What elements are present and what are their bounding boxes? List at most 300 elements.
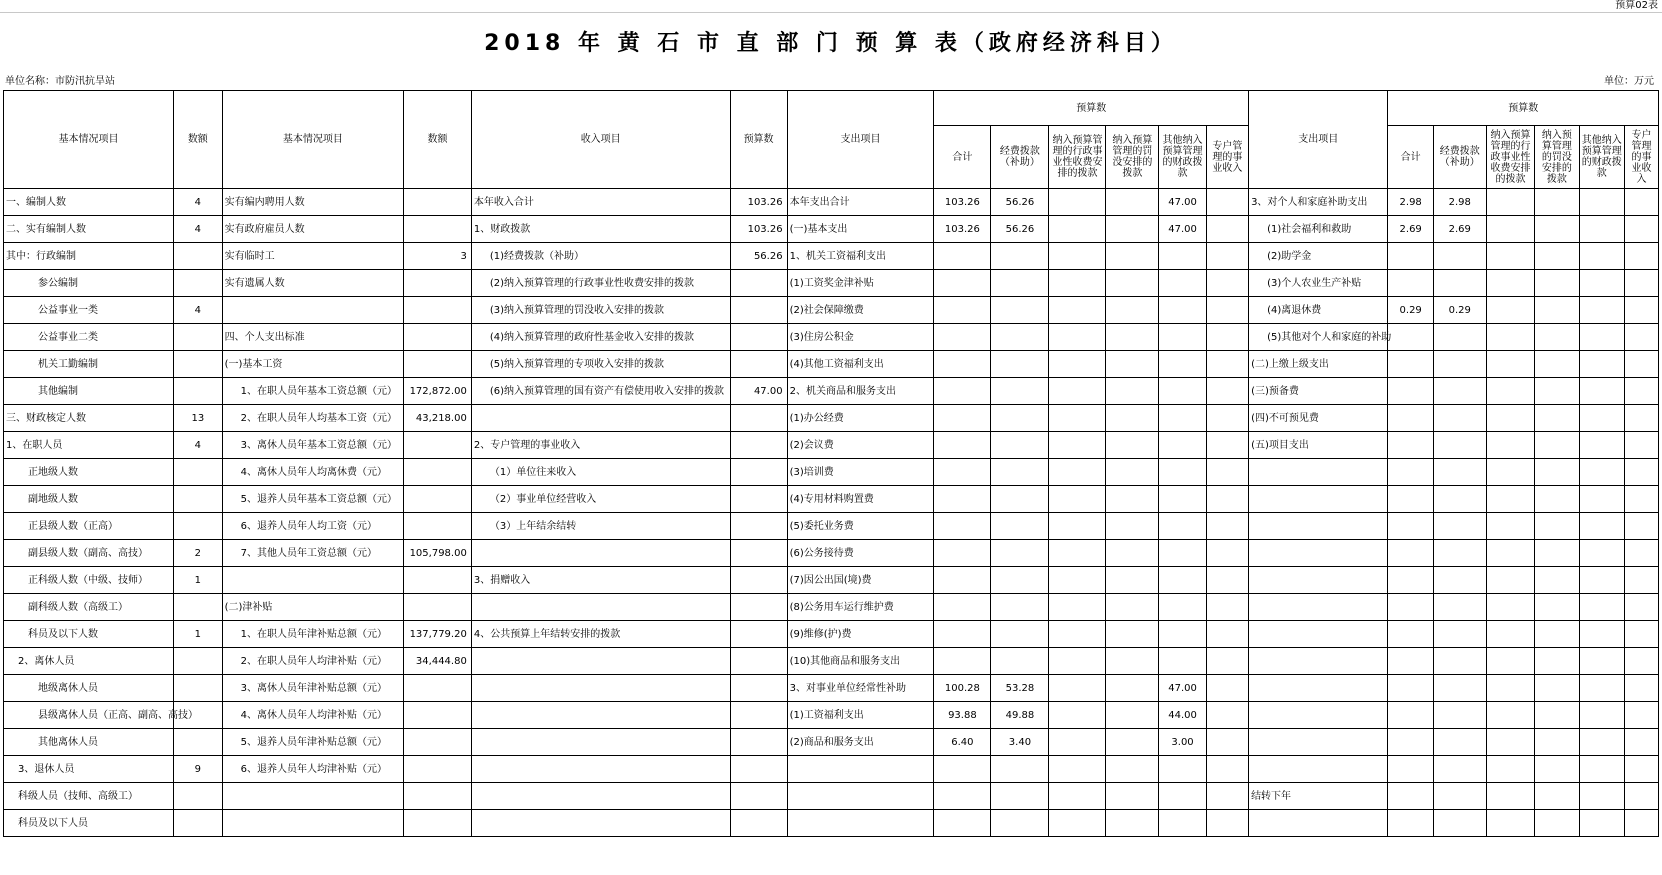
budget2-special-cell — [1625, 513, 1659, 540]
budget2-fine-cell — [1535, 405, 1579, 432]
budget2-other-cell — [1579, 216, 1624, 243]
budget1-total-cell — [934, 378, 991, 405]
count-1-cell — [174, 243, 223, 270]
expense-item-2-cell — [1249, 648, 1388, 675]
count-1-cell — [174, 378, 223, 405]
income-budget-cell — [730, 594, 787, 621]
budget2-special-cell — [1625, 621, 1659, 648]
budget2-other-cell — [1579, 243, 1624, 270]
table-row — [4, 756, 1659, 783]
count-2-cell — [404, 756, 472, 783]
budget2-appropriation-cell — [1433, 702, 1486, 729]
count-1-cell — [174, 351, 223, 378]
header-sub-appropriation-2: 经费拨款（补助） — [1433, 126, 1486, 189]
count-2-cell: 43,218.00 — [404, 405, 472, 432]
currency-unit-label: 单位：万元 — [1604, 76, 1654, 87]
budget1-special-cell — [1206, 324, 1248, 351]
basic-item-2-cell: 5、退养人员年基本工资总额（元） — [222, 486, 404, 513]
basic-item-1-cell: 副县级人数（副高、高技） — [4, 540, 174, 567]
budget1-special-cell — [1206, 243, 1248, 270]
budget2-total-cell — [1388, 567, 1433, 594]
budget1-admin-fee-cell — [1049, 513, 1106, 540]
budget2-other-cell — [1579, 459, 1624, 486]
budget2-fine-cell — [1535, 810, 1579, 837]
budget2-special-cell — [1625, 189, 1659, 216]
expense-item-2-cell: (四)不可预见费 — [1249, 405, 1388, 432]
count-2-cell — [404, 567, 472, 594]
budget1-admin-fee-cell — [1049, 297, 1106, 324]
income-item-cell: (3)纳入预算管理的罚没收入安排的拨款 — [471, 297, 730, 324]
budget1-admin-fee-cell — [1049, 540, 1106, 567]
income-budget-cell — [730, 783, 787, 810]
expense-item-2-cell: (4)离退休费 — [1249, 297, 1388, 324]
budget2-admin-fee-cell — [1486, 189, 1535, 216]
expense-item-1-cell: 1、机关工资福利支出 — [787, 243, 934, 270]
budget1-total-cell — [934, 459, 991, 486]
header-sub-special-1: 专户管理的事业收入 — [1206, 126, 1248, 189]
basic-item-2-cell: 1、在职人员年津补贴总额（元） — [222, 621, 404, 648]
table-row — [4, 432, 1659, 459]
budget1-admin-fee-cell — [1049, 405, 1106, 432]
count-1-cell — [174, 270, 223, 297]
count-1-cell: 4 — [174, 216, 223, 243]
expense-item-2-cell — [1249, 621, 1388, 648]
expense-item-1-cell: (4)其他工资福利支出 — [787, 351, 934, 378]
budget1-fine-cell — [1106, 675, 1159, 702]
budget2-total-cell: 0.29 — [1388, 297, 1433, 324]
expense-item-2-cell — [1249, 540, 1388, 567]
header-basic-item-2: 基本情况项目 — [222, 91, 404, 189]
table-row — [4, 729, 1659, 756]
basic-item-1-cell: 科员及以下人员 — [4, 810, 174, 837]
budget2-fine-cell — [1535, 729, 1579, 756]
budget1-total-cell — [934, 297, 991, 324]
count-2-cell — [404, 216, 472, 243]
basic-item-1-cell: 机关工勤编制 — [4, 351, 174, 378]
count-2-cell — [404, 324, 472, 351]
table-row — [4, 324, 1659, 351]
budget1-admin-fee-cell — [1049, 810, 1106, 837]
count-1-cell: 9 — [174, 756, 223, 783]
budget1-appropriation-cell — [991, 405, 1049, 432]
basic-item-1-cell: 科员及以下人数 — [4, 621, 174, 648]
budget2-admin-fee-cell — [1486, 378, 1535, 405]
table-row — [4, 540, 1659, 567]
income-budget-cell — [730, 621, 787, 648]
budget2-total-cell: 2.69 — [1388, 216, 1433, 243]
budget2-special-cell — [1625, 648, 1659, 675]
income-item-cell: (2)纳入预算管理的行政事业性收费安排的拨款 — [471, 270, 730, 297]
count-1-cell — [174, 486, 223, 513]
basic-item-2-cell: (二)津补贴 — [222, 594, 404, 621]
expense-item-1-cell: (1)工资奖金津补贴 — [787, 270, 934, 297]
budget1-appropriation-cell — [991, 378, 1049, 405]
budget2-admin-fee-cell — [1486, 810, 1535, 837]
budget2-admin-fee-cell — [1486, 567, 1535, 594]
budget2-admin-fee-cell — [1486, 297, 1535, 324]
budget1-appropriation-cell — [991, 621, 1049, 648]
budget2-fine-cell — [1535, 486, 1579, 513]
budget-table — [3, 90, 1659, 837]
budget2-other-cell — [1579, 378, 1624, 405]
basic-item-2-cell: 6、退养人员年人均工资（元） — [222, 513, 404, 540]
budget2-fine-cell — [1535, 783, 1579, 810]
income-item-cell — [471, 783, 730, 810]
header-sub-admin-fee-2: 纳入预算管理的行政事业性收费安排的拨款 — [1486, 126, 1535, 189]
budget1-special-cell — [1206, 810, 1248, 837]
income-budget-cell — [730, 756, 787, 783]
budget1-fine-cell — [1106, 729, 1159, 756]
budget2-fine-cell — [1535, 297, 1579, 324]
budget2-fine-cell — [1535, 351, 1579, 378]
budget1-appropriation-cell — [991, 594, 1049, 621]
budget1-special-cell — [1206, 351, 1248, 378]
budget2-other-cell — [1579, 189, 1624, 216]
header-income-item: 收入项目 — [471, 91, 730, 189]
budget2-total-cell — [1388, 324, 1433, 351]
budget2-fine-cell — [1535, 756, 1579, 783]
header-sub-appropriation-1: 经费拨款（补助） — [991, 126, 1049, 189]
budget2-total-cell — [1388, 756, 1433, 783]
income-item-cell — [471, 810, 730, 837]
expense-item-1-cell: (1)工资福利支出 — [787, 702, 934, 729]
budget2-admin-fee-cell — [1486, 486, 1535, 513]
basic-item-1-cell: 1、在职人员 — [4, 432, 174, 459]
expense-item-2-cell — [1249, 810, 1388, 837]
budget1-appropriation-cell: 49.88 — [991, 702, 1049, 729]
budget1-other-cell — [1159, 567, 1207, 594]
header-count-1: 数额 — [174, 91, 223, 189]
income-item-cell: 1、财政拨款 — [471, 216, 730, 243]
count-2-cell — [404, 783, 472, 810]
count-1-cell — [174, 324, 223, 351]
budget2-other-cell — [1579, 351, 1624, 378]
budget2-admin-fee-cell — [1486, 216, 1535, 243]
budget1-total-cell — [934, 540, 991, 567]
budget1-appropriation-cell — [991, 513, 1049, 540]
budget1-special-cell — [1206, 513, 1248, 540]
top-divider — [0, 12, 1662, 13]
budget1-admin-fee-cell — [1049, 459, 1106, 486]
expense-item-2-cell — [1249, 729, 1388, 756]
header-sub-other-2: 其他纳入预算管理的财政拨款 — [1579, 126, 1624, 189]
budget1-special-cell — [1206, 459, 1248, 486]
budget2-admin-fee-cell — [1486, 513, 1535, 540]
count-1-cell: 4 — [174, 432, 223, 459]
count-1-cell — [174, 594, 223, 621]
budget1-other-cell — [1159, 324, 1207, 351]
budget1-appropriation-cell — [991, 783, 1049, 810]
budget1-admin-fee-cell — [1049, 378, 1106, 405]
budget2-appropriation-cell — [1433, 513, 1486, 540]
budget2-total-cell — [1388, 648, 1433, 675]
budget1-appropriation-cell — [991, 351, 1049, 378]
income-item-cell: (4)纳入预算管理的政府性基金收入安排的拨款 — [471, 324, 730, 351]
expense-item-1-cell: (9)维修(护)费 — [787, 621, 934, 648]
budget1-other-cell — [1159, 432, 1207, 459]
budget1-special-cell — [1206, 378, 1248, 405]
unit-name-label: 单位名称：市防汛抗旱站 — [5, 76, 115, 87]
budget2-other-cell — [1579, 432, 1624, 459]
budget2-fine-cell — [1535, 270, 1579, 297]
budget1-total-cell — [934, 567, 991, 594]
income-budget-cell — [730, 405, 787, 432]
basic-item-1-cell: 县级离休人员（正高、副高、高技） — [4, 702, 174, 729]
budget1-other-cell — [1159, 621, 1207, 648]
budget2-special-cell — [1625, 756, 1659, 783]
budget1-total-cell — [934, 513, 991, 540]
budget1-appropriation-cell — [991, 297, 1049, 324]
budget1-fine-cell — [1106, 324, 1159, 351]
budget1-other-cell — [1159, 810, 1207, 837]
header-sub-other-1: 其他纳入预算管理的财政拨款 — [1159, 126, 1207, 189]
budget2-admin-fee-cell — [1486, 459, 1535, 486]
count-2-cell — [404, 513, 472, 540]
budget1-fine-cell — [1106, 189, 1159, 216]
basic-item-2-cell: 四、个人支出标准 — [222, 324, 404, 351]
count-1-cell — [174, 729, 223, 756]
budget1-admin-fee-cell — [1049, 216, 1106, 243]
budget1-other-cell — [1159, 351, 1207, 378]
table-row — [4, 378, 1659, 405]
budget1-other-cell: 3.00 — [1159, 729, 1207, 756]
budget2-admin-fee-cell — [1486, 432, 1535, 459]
budget1-other-cell — [1159, 783, 1207, 810]
table-row — [4, 486, 1659, 513]
budget1-total-cell — [934, 243, 991, 270]
budget2-total-cell — [1388, 405, 1433, 432]
budget2-admin-fee-cell — [1486, 756, 1535, 783]
expense-item-1-cell: 本年支出合计 — [787, 189, 934, 216]
budget1-fine-cell — [1106, 621, 1159, 648]
income-budget-cell — [730, 324, 787, 351]
budget1-appropriation-cell — [991, 243, 1049, 270]
budget2-other-cell — [1579, 702, 1624, 729]
expense-item-2-cell: 结转下年 — [1249, 783, 1388, 810]
budget2-fine-cell — [1535, 324, 1579, 351]
basic-item-2-cell — [222, 567, 404, 594]
budget2-appropriation-cell — [1433, 648, 1486, 675]
income-budget-cell — [730, 729, 787, 756]
budget2-appropriation-cell — [1433, 351, 1486, 378]
budget1-appropriation-cell — [991, 459, 1049, 486]
table-row — [4, 783, 1659, 810]
budget2-appropriation-cell — [1433, 270, 1486, 297]
budget2-admin-fee-cell — [1486, 351, 1535, 378]
basic-item-2-cell: 3、离休人员年基本工资总额（元） — [222, 432, 404, 459]
basic-item-2-cell: 实有遗属人数 — [222, 270, 404, 297]
budget1-fine-cell — [1106, 243, 1159, 270]
budget1-other-cell — [1159, 297, 1207, 324]
budget1-fine-cell — [1106, 432, 1159, 459]
income-budget-cell — [730, 297, 787, 324]
expense-item-1-cell: (2)会议费 — [787, 432, 934, 459]
budget2-admin-fee-cell — [1486, 405, 1535, 432]
basic-item-1-cell: 参公编制 — [4, 270, 174, 297]
budget2-special-cell — [1625, 270, 1659, 297]
budget1-admin-fee-cell — [1049, 243, 1106, 270]
budget2-appropriation-cell — [1433, 459, 1486, 486]
expense-item-1-cell: (2)商品和服务支出 — [787, 729, 934, 756]
budget2-other-cell — [1579, 675, 1624, 702]
expense-item-1-cell: (2)社会保障缴费 — [787, 297, 934, 324]
table-row — [4, 459, 1659, 486]
expense-item-1-cell: (1)办公经费 — [787, 405, 934, 432]
header-count-2: 数额 — [404, 91, 472, 189]
basic-item-2-cell — [222, 297, 404, 324]
header-expense-item-2: 支出项目 — [1249, 91, 1388, 189]
basic-item-1-cell: 公益事业二类 — [4, 324, 174, 351]
count-2-cell: 172,872.00 — [404, 378, 472, 405]
expense-item-2-cell: (1)社会福利和救助 — [1249, 216, 1388, 243]
count-1-cell: 13 — [174, 405, 223, 432]
budget2-appropriation-cell — [1433, 324, 1486, 351]
income-budget-cell — [730, 675, 787, 702]
budget2-appropriation-cell — [1433, 783, 1486, 810]
basic-item-1-cell: 正科级人数（中级、技师） — [4, 567, 174, 594]
budget2-fine-cell — [1535, 540, 1579, 567]
income-budget-cell — [730, 567, 787, 594]
income-budget-cell — [730, 648, 787, 675]
budget2-other-cell — [1579, 756, 1624, 783]
count-2-cell — [404, 297, 472, 324]
income-budget-cell — [730, 540, 787, 567]
count-2-cell: 105,798.00 — [404, 540, 472, 567]
count-2-cell: 137,779.20 — [404, 621, 472, 648]
budget2-other-cell — [1579, 648, 1624, 675]
expense-item-2-cell: (二)上缴上级支出 — [1249, 351, 1388, 378]
income-item-cell — [471, 702, 730, 729]
budget1-other-cell: 47.00 — [1159, 189, 1207, 216]
expense-item-1-cell: (4)专用材料购置费 — [787, 486, 934, 513]
count-1-cell — [174, 513, 223, 540]
income-item-cell: 2、专户管理的事业收入 — [471, 432, 730, 459]
table-row — [4, 810, 1659, 837]
budget1-special-cell — [1206, 621, 1248, 648]
budget2-other-cell — [1579, 540, 1624, 567]
count-2-cell — [404, 729, 472, 756]
table-row — [4, 567, 1659, 594]
income-budget-cell: 47.00 — [730, 378, 787, 405]
budget1-total-cell: 100.28 — [934, 675, 991, 702]
budget2-admin-fee-cell — [1486, 540, 1535, 567]
header-sub-total-1: 合计 — [934, 126, 991, 189]
budget2-fine-cell — [1535, 378, 1579, 405]
budget2-fine-cell — [1535, 189, 1579, 216]
income-budget-cell — [730, 810, 787, 837]
budget1-fine-cell — [1106, 594, 1159, 621]
budget1-admin-fee-cell — [1049, 702, 1106, 729]
basic-item-1-cell: 科级人员（技师、高级工） — [4, 783, 174, 810]
expense-item-2-cell — [1249, 513, 1388, 540]
count-2-cell — [404, 810, 472, 837]
income-item-cell: （1）单位往来收入 — [471, 459, 730, 486]
budget1-total-cell — [934, 432, 991, 459]
budget1-total-cell — [934, 270, 991, 297]
budget2-total-cell: 2.98 — [1388, 189, 1433, 216]
income-item-cell — [471, 540, 730, 567]
basic-item-1-cell: 一、编制人数 — [4, 189, 174, 216]
budget2-other-cell — [1579, 297, 1624, 324]
income-budget-cell: 103.26 — [730, 216, 787, 243]
budget1-appropriation-cell: 3.40 — [991, 729, 1049, 756]
budget2-total-cell — [1388, 486, 1433, 513]
count-1-cell — [174, 648, 223, 675]
income-budget-cell — [730, 351, 787, 378]
budget2-admin-fee-cell — [1486, 729, 1535, 756]
expense-item-2-cell: (5)其他对个人和家庭的补助 — [1249, 324, 1388, 351]
budget2-total-cell — [1388, 540, 1433, 567]
budget1-fine-cell — [1106, 756, 1159, 783]
budget1-special-cell — [1206, 540, 1248, 567]
budget2-special-cell — [1625, 405, 1659, 432]
budget2-admin-fee-cell — [1486, 783, 1535, 810]
budget2-fine-cell — [1535, 648, 1579, 675]
budget2-total-cell — [1388, 378, 1433, 405]
table-row — [4, 648, 1659, 675]
budget2-appropriation-cell — [1433, 540, 1486, 567]
budget1-total-cell — [934, 648, 991, 675]
budget1-fine-cell — [1106, 459, 1159, 486]
budget2-appropriation-cell — [1433, 243, 1486, 270]
budget1-fine-cell — [1106, 486, 1159, 513]
budget1-other-cell — [1159, 243, 1207, 270]
expense-item-1-cell: (一)基本支出 — [787, 216, 934, 243]
budget2-appropriation-cell — [1433, 486, 1486, 513]
expense-item-1-cell: (3)培训费 — [787, 459, 934, 486]
budget1-fine-cell — [1106, 405, 1159, 432]
basic-item-1-cell: 其他编制 — [4, 378, 174, 405]
budget1-admin-fee-cell — [1049, 648, 1106, 675]
count-2-cell: 3 — [404, 243, 472, 270]
budget1-fine-cell — [1106, 378, 1159, 405]
count-1-cell — [174, 459, 223, 486]
count-2-cell — [404, 351, 472, 378]
budget1-fine-cell — [1106, 567, 1159, 594]
budget2-fine-cell — [1535, 216, 1579, 243]
header-budget-group-1: 预算数 — [934, 91, 1249, 126]
expense-item-1-cell: 3、对事业单位经常性补助 — [787, 675, 934, 702]
budget1-total-cell — [934, 783, 991, 810]
count-2-cell — [404, 432, 472, 459]
budget2-special-cell — [1625, 540, 1659, 567]
budget2-admin-fee-cell — [1486, 243, 1535, 270]
budget1-fine-cell — [1106, 810, 1159, 837]
expense-item-1-cell: (8)公务用车运行维护费 — [787, 594, 934, 621]
budget1-other-cell — [1159, 378, 1207, 405]
budget2-special-cell — [1625, 459, 1659, 486]
count-2-cell: 34,444.80 — [404, 648, 472, 675]
budget2-total-cell — [1388, 270, 1433, 297]
count-1-cell — [174, 810, 223, 837]
budget2-special-cell — [1625, 432, 1659, 459]
income-item-cell — [471, 729, 730, 756]
budget2-special-cell — [1625, 297, 1659, 324]
budget2-total-cell — [1388, 594, 1433, 621]
budget2-admin-fee-cell — [1486, 270, 1535, 297]
budget2-fine-cell — [1535, 243, 1579, 270]
income-item-cell: (6)纳入预算管理的国有资产有偿使用收入安排的拨款 — [471, 378, 730, 405]
budget1-total-cell: 103.26 — [934, 189, 991, 216]
basic-item-2-cell: 3、离休人员年津补贴总额（元） — [222, 675, 404, 702]
expense-item-1-cell: 2、机关商品和服务支出 — [787, 378, 934, 405]
budget1-other-cell — [1159, 270, 1207, 297]
expense-item-1-cell — [787, 783, 934, 810]
table-row — [4, 351, 1659, 378]
count-1-cell — [174, 783, 223, 810]
budget1-appropriation-cell: 56.26 — [991, 189, 1049, 216]
budget1-fine-cell — [1106, 351, 1159, 378]
